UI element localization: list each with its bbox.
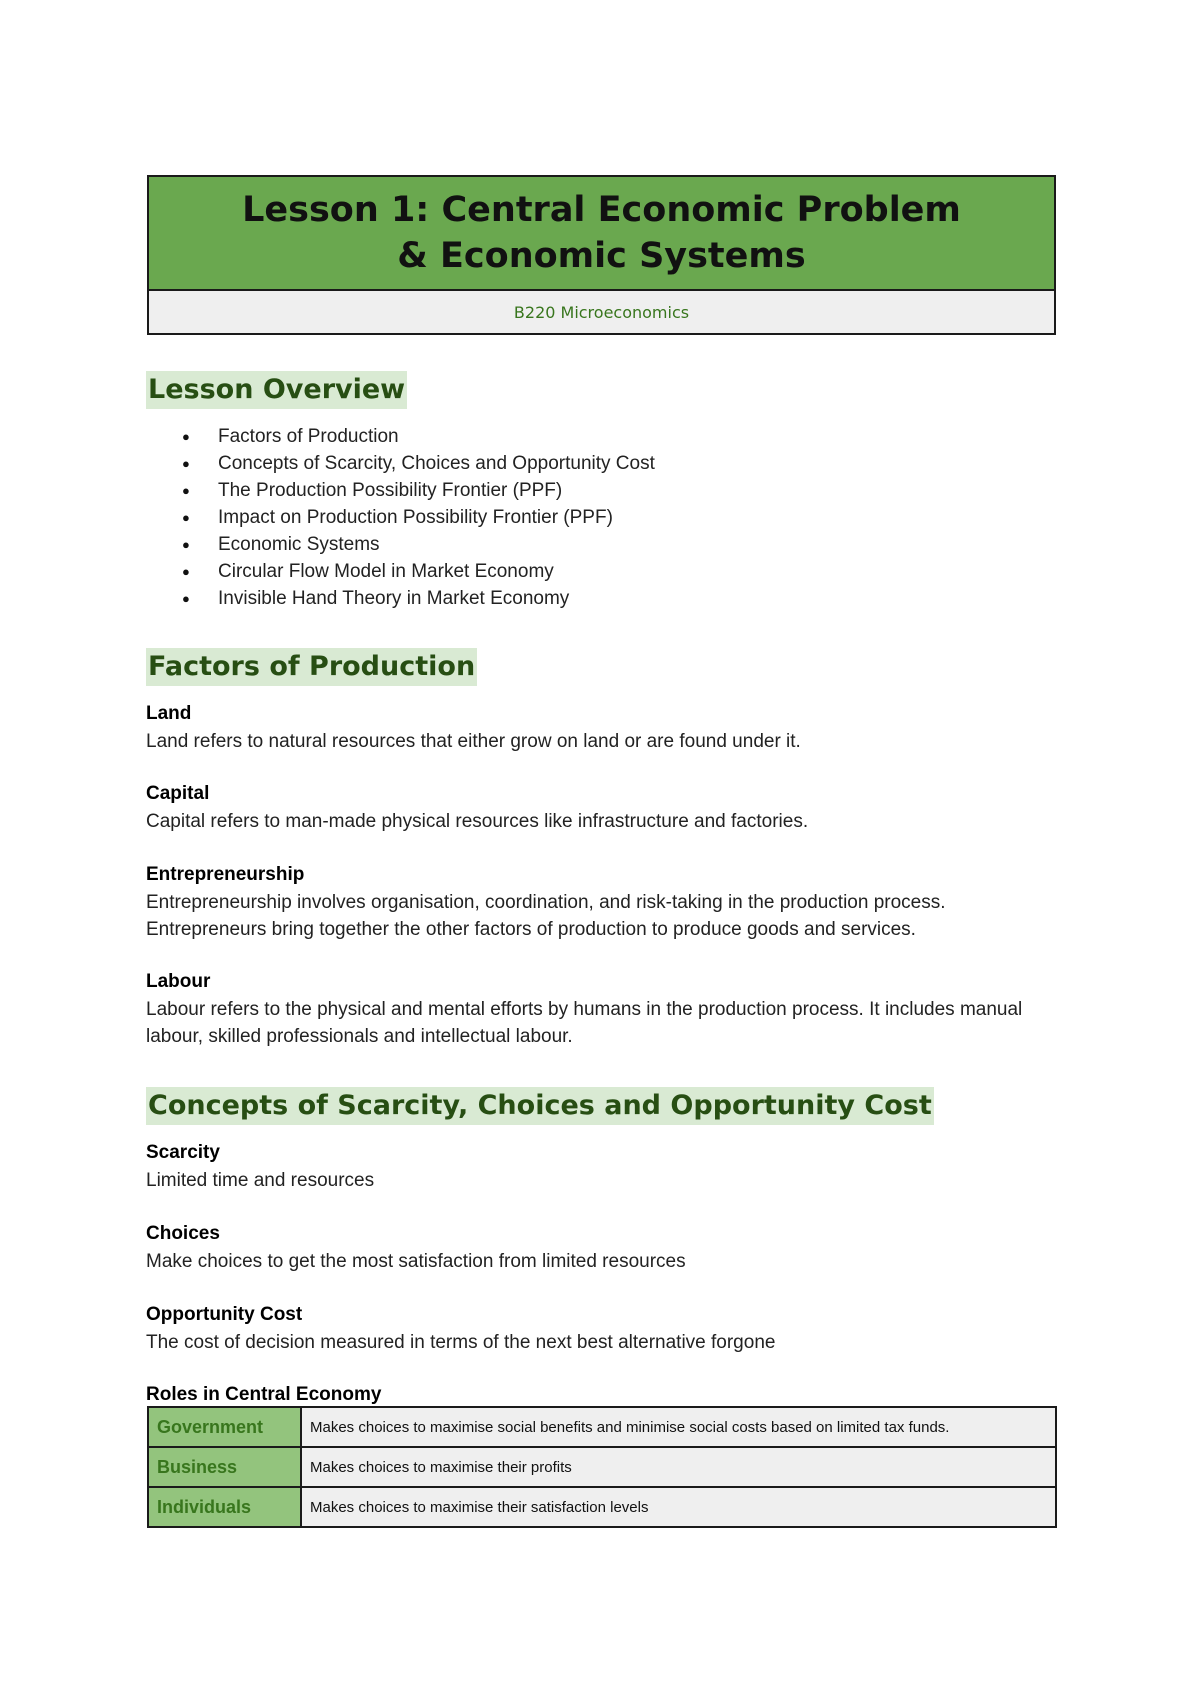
land-term: Land — [146, 703, 192, 724]
opportunity-cost-term: Opportunity Cost — [146, 1304, 303, 1325]
course-subtitle: B220 Microeconomics — [513, 302, 690, 322]
lesson-overview-heading: Lesson Overview — [146, 371, 407, 409]
list-item: ● The Production Possibility Frontier (PPF) — [147, 477, 655, 504]
labour-term: Labour — [146, 971, 211, 992]
table-row — [148, 1407, 1056, 1447]
role-name: Government — [148, 1407, 301, 1447]
role-description: Makes choices to maximise their profits — [301, 1447, 1056, 1487]
list-item: ● Circular Flow Model in Market Economy — [147, 558, 655, 585]
role-description: Makes choices to maximise social benefits and minimise social costs based on limited tax funds. — [301, 1407, 1056, 1447]
list-item: ● Concepts of Scarcity, Choices and Opportunity Cost — [147, 450, 655, 477]
choices-term: Choices — [146, 1223, 220, 1244]
role-description: Makes choices to maximise their satisfaction levels — [301, 1487, 1056, 1527]
list-item: ● Economic Systems — [147, 531, 655, 558]
entrepreneurship-description: Entrepreneurship involves organisation, coordination, and risk-taking in the production process. Entrepreneurs bring together the other factors of production to produce goods and services. — [146, 892, 946, 940]
scarcity-heading: Concepts of Scarcity, Choices and Opportunity Cost — [146, 1087, 934, 1125]
role-name: Business — [148, 1447, 301, 1487]
capital-description: Capital refers to man-made physical resources like infrastructure and factories. — [146, 811, 809, 832]
overview-list — [147, 423, 655, 612]
entrepreneurship-term: Entrepreneurship — [146, 864, 305, 885]
land-description: Land refers to natural resources that either grow on land or are found under it. — [146, 731, 801, 752]
title-band — [149, 177, 1054, 291]
scarcity-description: Limited time and resources — [146, 1170, 375, 1191]
page-title: Lesson 1: Central Economic Problem & Economic Systems — [242, 190, 961, 276]
list-item: ● Invisible Hand Theory in Market Economy — [147, 585, 655, 612]
scarcity-term: Scarcity — [146, 1142, 220, 1163]
labour-description: Labour refers to the physical and mental efforts by humans in the production process. It includes manual labour, skilled professionals and intellectual labour. — [146, 999, 1023, 1047]
subtitle-band — [149, 291, 1054, 333]
factors-heading: Factors of Production — [146, 648, 477, 686]
list-item: ● Factors of Production — [147, 423, 655, 450]
capital-term: Capital — [146, 783, 210, 804]
table-row — [148, 1447, 1056, 1487]
roles-table — [147, 1406, 1057, 1528]
title-box — [147, 175, 1056, 335]
choices-description: Make choices to get the most satisfaction from limited resources — [146, 1251, 686, 1272]
table-row — [148, 1487, 1056, 1527]
roles-heading: Roles in Central Economy — [146, 1384, 382, 1405]
opportunity-cost-description: The cost of decision measured in terms of the next best alternative forgone — [146, 1332, 776, 1353]
role-name: Individuals — [148, 1487, 301, 1527]
list-item: ● Impact on Production Possibility Frontier (PPF) — [147, 504, 655, 531]
